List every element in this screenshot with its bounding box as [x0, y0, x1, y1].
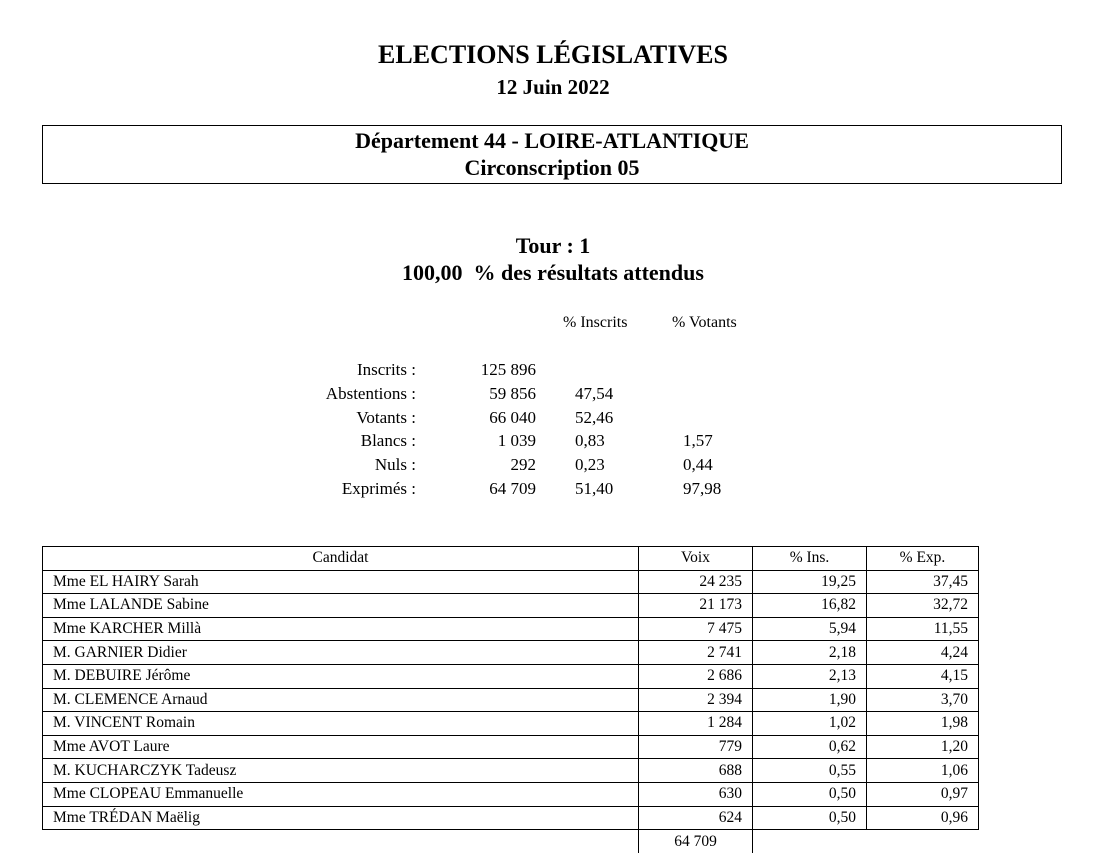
- departement-box: [42, 125, 1062, 184]
- stat-label: Abstentions :: [325, 384, 416, 403]
- stat-label: Votants :: [356, 408, 416, 427]
- candidate-pct-ins: 16,82: [753, 594, 867, 618]
- table-row: [43, 664, 979, 688]
- total-spacer: [867, 830, 979, 854]
- candidate-voix: 2 686: [639, 664, 753, 688]
- candidate-pct-exp: 1,20: [867, 735, 979, 759]
- candidate-voix: 688: [639, 759, 753, 783]
- candidate-voix: 624: [639, 806, 753, 830]
- stat-value: 64 709: [489, 479, 536, 498]
- total-row: [43, 830, 979, 854]
- stat-label: Nuls :: [374, 455, 416, 474]
- candidate-name: Mme AVOT Laure: [43, 735, 639, 759]
- candidate-name: M. KUCHARCZYK Tadeusz: [43, 759, 639, 783]
- header-candidat: Candidat: [43, 547, 639, 571]
- candidate-pct-exp: 0,97: [867, 782, 979, 806]
- stat-pct-inscrits: 0,23: [575, 455, 605, 474]
- table-row: [43, 782, 979, 806]
- table-row: [43, 617, 979, 641]
- candidate-pct-ins: 5,94: [753, 617, 867, 641]
- page-title: ELECTIONS LÉGISLATIVES: [378, 40, 728, 69]
- candidate-pct-ins: 1,90: [753, 688, 867, 712]
- stat-label: Inscrits :: [356, 360, 416, 379]
- table-row: [43, 688, 979, 712]
- header-voix: Voix: [639, 547, 753, 571]
- candidate-pct-exp: 37,45: [867, 570, 979, 594]
- total-spacer: [753, 830, 867, 854]
- candidate-name: M. VINCENT Romain: [43, 712, 639, 736]
- table-row: [43, 641, 979, 665]
- stat-pct-inscrits: 52,46: [575, 408, 614, 427]
- header-pct-exp: % Exp.: [867, 547, 979, 571]
- table-header-row: [43, 547, 979, 571]
- candidate-name: M. CLEMENCE Arnaud: [43, 688, 639, 712]
- stat-label: Exprimés :: [341, 479, 416, 498]
- candidate-pct-exp: 11,55: [867, 617, 979, 641]
- table-row: [43, 712, 979, 736]
- candidate-pct-ins: 0,55: [753, 759, 867, 783]
- table-row: [43, 806, 979, 830]
- candidate-voix: 2 394: [639, 688, 753, 712]
- stat-value: 59 856: [489, 384, 536, 403]
- candidate-pct-ins: 0,50: [753, 806, 867, 830]
- candidate-name: M. GARNIER Didier: [43, 641, 639, 665]
- candidate-voix: 630: [639, 782, 753, 806]
- candidate-pct-exp: 3,70: [867, 688, 979, 712]
- stat-pct-votants: 97,98: [683, 479, 722, 498]
- candidate-pct-ins: 0,62: [753, 735, 867, 759]
- candidate-pct-exp: 4,15: [867, 664, 979, 688]
- header-pct-ins: % Ins.: [753, 547, 867, 571]
- candidate-voix: 2 741: [639, 641, 753, 665]
- candidate-pct-exp: 1,98: [867, 712, 979, 736]
- candidate-voix: 21 173: [639, 594, 753, 618]
- stat-pct-votants: 0,44: [683, 455, 713, 474]
- candidates-table: [42, 546, 979, 853]
- candidate-pct-ins: 1,02: [753, 712, 867, 736]
- candidate-voix: 24 235: [639, 570, 753, 594]
- tour-title: Tour : 1: [515, 233, 591, 258]
- circonscription-title: Circonscription 05: [464, 155, 640, 180]
- departement-title: Département 44 - LOIRE-ATLANTIQUE: [355, 128, 749, 153]
- candidate-voix: 7 475: [639, 617, 753, 641]
- candidate-voix: 779: [639, 735, 753, 759]
- candidate-name: M. DEBUIRE Jérôme: [43, 664, 639, 688]
- table-row: [43, 570, 979, 594]
- election-date: 12 Juin 2022: [496, 75, 610, 99]
- candidate-name: Mme EL HAIRY Sarah: [43, 570, 639, 594]
- stat-pct-votants: 1,57: [683, 431, 713, 450]
- table-row: [43, 735, 979, 759]
- candidate-pct-ins: 19,25: [753, 570, 867, 594]
- header-pct-inscrits: % Inscrits: [563, 314, 628, 331]
- stat-pct-inscrits: 51,40: [575, 479, 614, 498]
- candidate-name: Mme LALANDE Sabine: [43, 594, 639, 618]
- results-expected: 100,00 % des résultats attendus: [402, 260, 704, 285]
- stat-value: 125 896: [480, 360, 536, 379]
- stat-value: 1 039: [497, 431, 536, 450]
- table-row: [43, 759, 979, 783]
- candidate-pct-ins: 2,13: [753, 664, 867, 688]
- total-voix: 64 709: [639, 830, 753, 854]
- candidate-pct-exp: 0,96: [867, 806, 979, 830]
- candidate-pct-exp: 4,24: [867, 641, 979, 665]
- stat-label: Blancs :: [360, 431, 416, 450]
- candidate-name: Mme KARCHER Millà: [43, 617, 639, 641]
- candidate-voix: 1 284: [639, 712, 753, 736]
- candidate-pct-ins: 0,50: [753, 782, 867, 806]
- stat-pct-inscrits: 0,83: [575, 431, 605, 450]
- total-spacer: [43, 830, 639, 854]
- candidate-name: Mme CLOPEAU Emmanuelle: [43, 782, 639, 806]
- stat-value: 292: [510, 455, 536, 474]
- table-row: [43, 594, 979, 618]
- stat-value: 66 040: [489, 408, 536, 427]
- stat-pct-inscrits: 47,54: [575, 384, 614, 403]
- candidate-pct-exp: 32,72: [867, 594, 979, 618]
- candidate-pct-ins: 2,18: [753, 641, 867, 665]
- candidate-name: Mme TRÉDAN Maëlig: [43, 806, 639, 830]
- header-pct-votants: % Votants: [672, 314, 737, 331]
- candidate-pct-exp: 1,06: [867, 759, 979, 783]
